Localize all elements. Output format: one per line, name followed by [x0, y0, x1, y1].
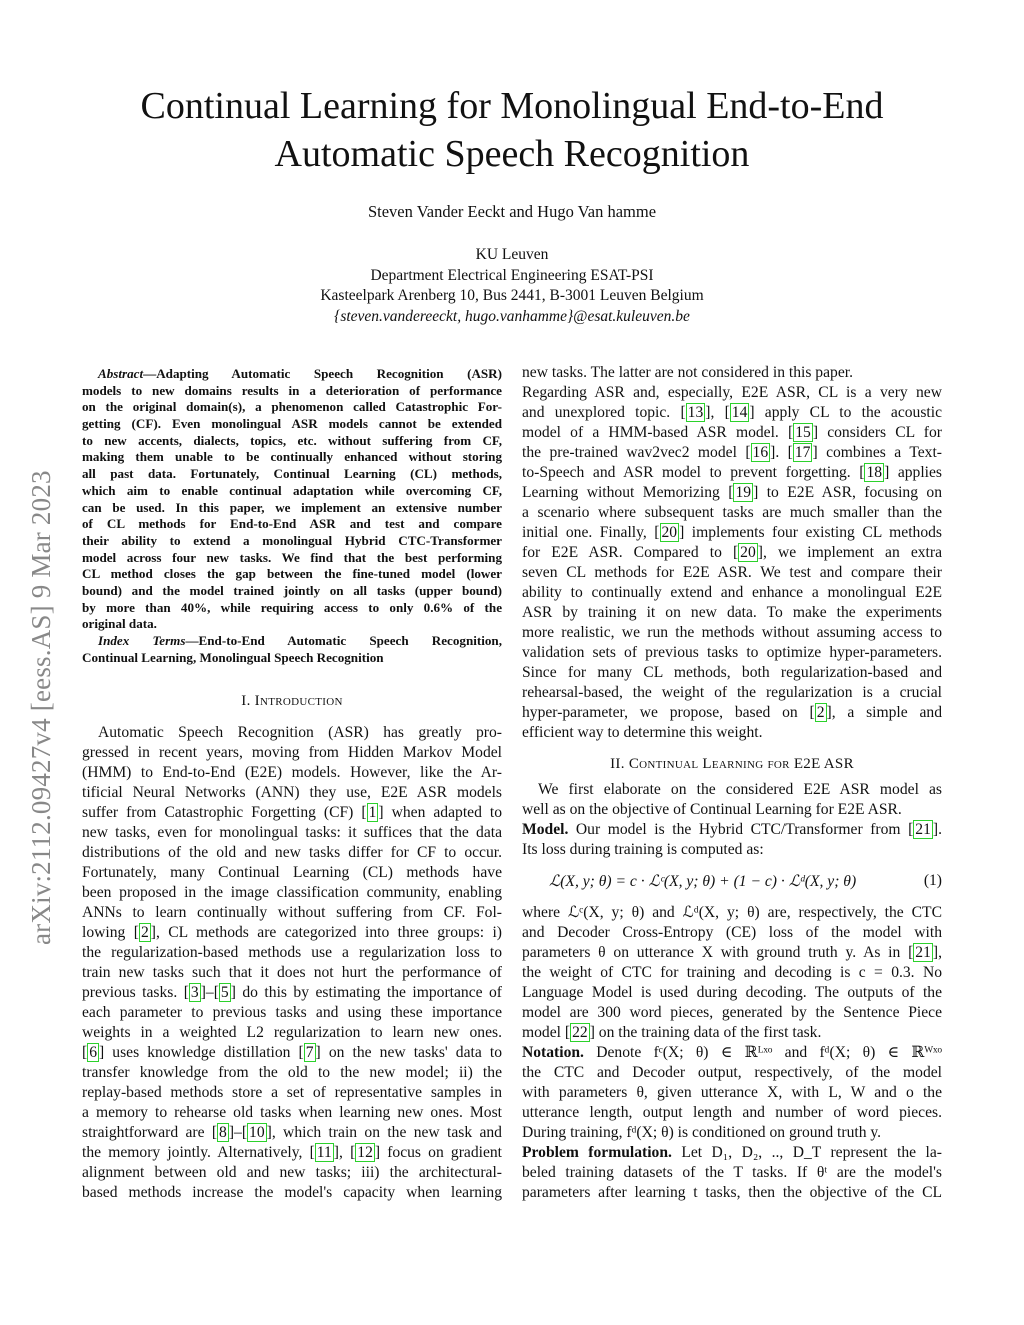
text-line: suffer from Catastrophic Forgetting (CF) [ 1 ] when adapted to [82, 804, 502, 821]
text-line: the regularization-based methods use a regularization loss to [82, 944, 502, 961]
citation-link[interactable]: 5 [220, 984, 229, 1001]
text-line: a memory to rehearse old tasks when learning new ones. Most [82, 1104, 502, 1121]
institution: KU Leuven [475, 246, 549, 263]
line-text: —End-to-End Automatic Speech Recognition, [185, 633, 502, 648]
text-line: (HMM) to End-to-End (E2E) models. However, like the Ar- [82, 764, 502, 781]
text-line: on the original domain(s), a phenomenon called Catastrophic For- [82, 399, 502, 415]
authors: Steven Vander Eeckt and Hugo Van hamme [367, 202, 657, 221]
text-line: original data. [82, 616, 157, 632]
citation-link[interactable]: 13 [687, 404, 704, 421]
text-line: to new accents, dialects, topics, etc. without suffering from CF, [82, 432, 502, 448]
text-line: parameters θ on utterance X with ground truth y. As in [ 21 ], [522, 944, 942, 961]
paper-title [0, 82, 1024, 178]
text-line: model of a HMM-based ASR model. [ 15 ] considers CL for [522, 424, 942, 441]
citation-link[interactable]: 8 [219, 1124, 227, 1141]
citation-link[interactable]: 2 [140, 924, 149, 941]
text-line: well as on the objective of Continual Learning for E2E ASR. [522, 801, 902, 818]
text-line: more realistic, we run the methods without assuming access to [522, 624, 942, 641]
citation-link[interactable]: 20 [740, 544, 756, 561]
citation-link[interactable]: 2 [816, 704, 825, 721]
text-line: seven CL methods for E2E ASR. We test and compare their [522, 564, 942, 581]
text-line [522, 1043, 942, 1063]
citation-link[interactable]: 7 [305, 1044, 314, 1061]
text-line: tificial Neural Networks (ANN) they use, E2E ASR models [82, 784, 502, 801]
citation-link[interactable]: 21 [915, 944, 931, 961]
text-line: can be used. In this paper, we implement an extensive number [82, 499, 502, 515]
citation-link[interactable]: 17 [794, 444, 811, 461]
loss-equation: ℒ(X, y; θ) = c · ℒᶜ(X, y; θ) + (1 − c) · ℒᵈ(X, y; θ) [549, 873, 857, 890]
text-line: rehearsal-based, the weight of the regularization is a crucial [522, 684, 942, 701]
text-line: We first elaborate on the considered E2E ASR model as [538, 781, 942, 798]
text-line: by more than 40%, while requiring access to only 0.6% of the [82, 599, 502, 615]
text-line: alignment between old and new tasks; iii) the architectural- [82, 1164, 502, 1181]
model-paragraph [522, 820, 942, 860]
text-line: with parameters θ, given utterance X, with L, W and o the [522, 1084, 942, 1101]
text-line: based methods increase the model's capacity when learning [82, 1184, 502, 1201]
text-line: new tasks. The latter are not considered in this paper. [522, 364, 853, 381]
text-line: gressed in recent years, moving from Hidden Markov Model [82, 744, 502, 761]
citation-link[interactable]: 21 [915, 821, 931, 838]
citation-link[interactable]: 15 [795, 424, 811, 441]
text-line: lowing [ 2 ], CL methods are categorized into three groups: i) [82, 924, 502, 941]
introduction-paragraph [82, 723, 502, 1203]
text-line: Language Model is used during decoding. The outputs of the [522, 984, 942, 1001]
text-line: Automatic Speech Recognition (ASR) has greatly pro- [98, 724, 502, 741]
related-work-paragraph [522, 383, 942, 743]
problem-formulation-paragraph [522, 1143, 942, 1203]
text-line: model [ 22 ] on the training data of the first task. [522, 1024, 822, 1041]
text-line: initial one. Finally, [ 20 ] implements four existing CL methods [522, 524, 942, 541]
text-line: a scenario where subsequent tasks are much smaller than the [522, 504, 942, 521]
where-paragraph [522, 903, 942, 1043]
citation-link[interactable]: 3 [190, 984, 199, 1001]
text-line: each parameter to previous tasks and using these importance [82, 1004, 502, 1021]
text-line: previous tasks. [ 3 ]–[ 5 ] do this by estimating the importance of [82, 984, 502, 1001]
introduction-continuation [522, 363, 942, 383]
paragraph-lead: Model. [522, 821, 569, 838]
text-line: getting (CF). Even monolingual ASR models cannot be extended [82, 416, 502, 432]
email: {steven.vandereeckt, hugo.vanhamme}@esat.kuleuven.be [334, 307, 690, 325]
text-line: transfer knowledge from the old to the new model; ii) the [82, 1064, 502, 1081]
text-line: new tasks, even for monolingual tasks: it suffices that the data [82, 824, 502, 841]
text-line: [ 6 ] uses knowledge distillation [ 7 ] on the new tasks' data to [82, 1044, 502, 1061]
text-line: the pre-trained wav2vec2 model [ 16 ]. [ 17 ] combines a Text- [522, 444, 943, 461]
text-line: Since for many CL methods, both regularization-based and [522, 664, 942, 681]
affiliation [0, 245, 1024, 327]
citation-link[interactable]: 18 [866, 464, 883, 481]
text-line: model are 300 word pieces, generated by the Sentence Piece [522, 1004, 942, 1021]
text-line: Learning without Memorizing [ 19 ] to E2E ASR, focusing on [522, 484, 943, 501]
text-line: of CL methods for End-to-End ASR and test and compare [82, 516, 502, 532]
abstract [82, 366, 502, 633]
text-line: hyper-parameter, we propose, based on [ 2 ], a simple and [522, 704, 942, 721]
text-line [82, 366, 502, 383]
text-line: the weight of CTC for training and decoding is c = 0.3. No [522, 964, 942, 981]
department: Department Electrical Engineering ESAT-PSI [370, 266, 654, 284]
text-line: bound) and the model trained jointly on all tasks (upper bound) [82, 582, 502, 598]
text-line: the memory jointly. Alternatively, [ 11 ], [ 12 ] focus on gradient [82, 1144, 503, 1161]
citation-link[interactable]: 20 [661, 524, 678, 541]
paragraph-lead: Abstract [98, 366, 144, 381]
text-line: ASR by training it on new data. To make the experiments [522, 604, 942, 621]
text-line: weights in a weighted L2 regularization to learn new ones. [82, 1024, 502, 1041]
paragraph-lead: Problem formulation. [522, 1144, 672, 1161]
text-line: Fortunately, many Continual Learning (CL) methods have [82, 864, 502, 881]
text-line: ability to continually extend and enhance a monolingual E2E [522, 584, 942, 601]
text-line: and unexplored topic. [ 13 ], [ 14 ] apply CL to the acoustic [522, 404, 942, 421]
text-line: CL method closes the gap between the fine-tuned model (lower [82, 566, 502, 582]
text-line: their ability to extend a monolingual Hybrid CTC-Transformer [82, 532, 502, 548]
text-line: ANNs to learn continually without suffering from CF. Fol- [82, 904, 502, 921]
text-line: beled training datasets of the T tasks. If θᵗ are the model's [522, 1164, 942, 1181]
text-line: train new tasks such that it does not hurt the performance of [82, 964, 502, 981]
text-line: validation sets of previous tasks to optimize hyper-parameters. [522, 644, 942, 661]
text-line: been proposed in the image classification community, enabling [82, 884, 502, 901]
citation-link[interactable]: 14 [731, 404, 748, 421]
paragraph-lead: Index Terms [98, 633, 186, 648]
text-line: where ℒᶜ(X, y; θ) and ℒᵈ(X, y; θ) are, respectively, the CTC [522, 904, 942, 921]
text-line: and Decoder Cross-Entropy (CE) loss of the model with [522, 924, 942, 941]
line-text: Our model is the Hybrid CTC/Transformer from [ 21 ]. [568, 821, 942, 838]
text-line: efficient way to determine this weight. [522, 724, 763, 741]
text-line: to-Speech and ASR model to prevent forgetting. [ 18 ] applies [522, 464, 942, 481]
text-line: distributions of the old and new tasks differ for CF to occur. [82, 844, 502, 861]
section-heading-introduction: I. Introduction [241, 693, 343, 709]
text-line: models to new domains results in a deterioration of performance [82, 382, 502, 398]
arxiv-identifier: arXiv:2112.09427v4 [eess.AS] 9 Mar 2023 [26, 470, 56, 945]
equation-number: (1) [923, 872, 942, 889]
text-line: Regarding ASR and, especially, E2E ASR, CL is a very new [522, 384, 942, 401]
text-line: making them unable to be continually enhanced without storing [82, 449, 502, 465]
line-text: Let D₁, D₂, .., D_T represent the la- [671, 1144, 942, 1161]
citation-link[interactable]: 1 [368, 804, 377, 821]
citation-link[interactable]: 6 [89, 1044, 97, 1061]
line-text: Denote fᶜ(X; θ) ∈ ℝᴸˣᵒ and fᵈ(X; θ) ∈ ℝᵂˣᵒ [583, 1044, 942, 1061]
citation-link[interactable]: 16 [752, 444, 769, 461]
citation-link[interactable]: 11 [316, 1144, 332, 1161]
citation-link[interactable]: 22 [572, 1024, 588, 1041]
paragraph-lead: Notation. [522, 1044, 584, 1061]
text-line: utterance length, output length and number of word pieces. [522, 1104, 942, 1121]
title-line: Automatic Speech Recognition [274, 133, 750, 175]
index-terms [82, 633, 502, 666]
citation-link[interactable]: 10 [249, 1124, 265, 1141]
line-text: —Adapting Automatic Speech Recognition (ASR) [143, 366, 502, 381]
text-line: the CTC and Decoder output, respectively, of the model [522, 1064, 942, 1081]
text-line: which aim to enable continual adaptation while overcoming CF, [82, 482, 502, 498]
section2-intro [522, 780, 942, 820]
text-line: all past data. Fortunately, Continual Learning (CL) methods, [82, 466, 502, 482]
text-line: Continual Learning, Monolingual Speech Recognition [82, 649, 384, 665]
text-line: model across four new tasks. We find that the best performing [82, 549, 502, 565]
text-line: straightforward are [ 8 ]–[ 10 ], which train on the new task and [82, 1124, 502, 1141]
text-line: for E2E ASR. Compared to [ 20 ], we implement an extra [522, 544, 943, 561]
text-line [82, 633, 502, 650]
text-line: During training, fᵈ(X; θ) is conditioned on ground truth y. [522, 1124, 882, 1141]
text-line [522, 1143, 942, 1163]
title-line: Continual Learning for Monolingual End-to-End [140, 85, 884, 127]
citation-link[interactable]: 12 [357, 1144, 373, 1161]
text-line: replay-based methods store a set of representative samples in [82, 1084, 502, 1101]
address: Kasteelpark Arenberg 10, Bus 2441, B-3001 Leuven Belgium [320, 287, 704, 305]
notation-paragraph [522, 1043, 942, 1143]
citation-link[interactable]: 19 [735, 484, 752, 501]
section-heading-continual-learning: II. Continual Learning for E2E ASR [610, 756, 854, 772]
text-line: Its loss during training is computed as: [522, 841, 764, 858]
text-line [522, 820, 942, 840]
text-line: parameters after learning t tasks, then the objective of the CL [522, 1184, 942, 1201]
